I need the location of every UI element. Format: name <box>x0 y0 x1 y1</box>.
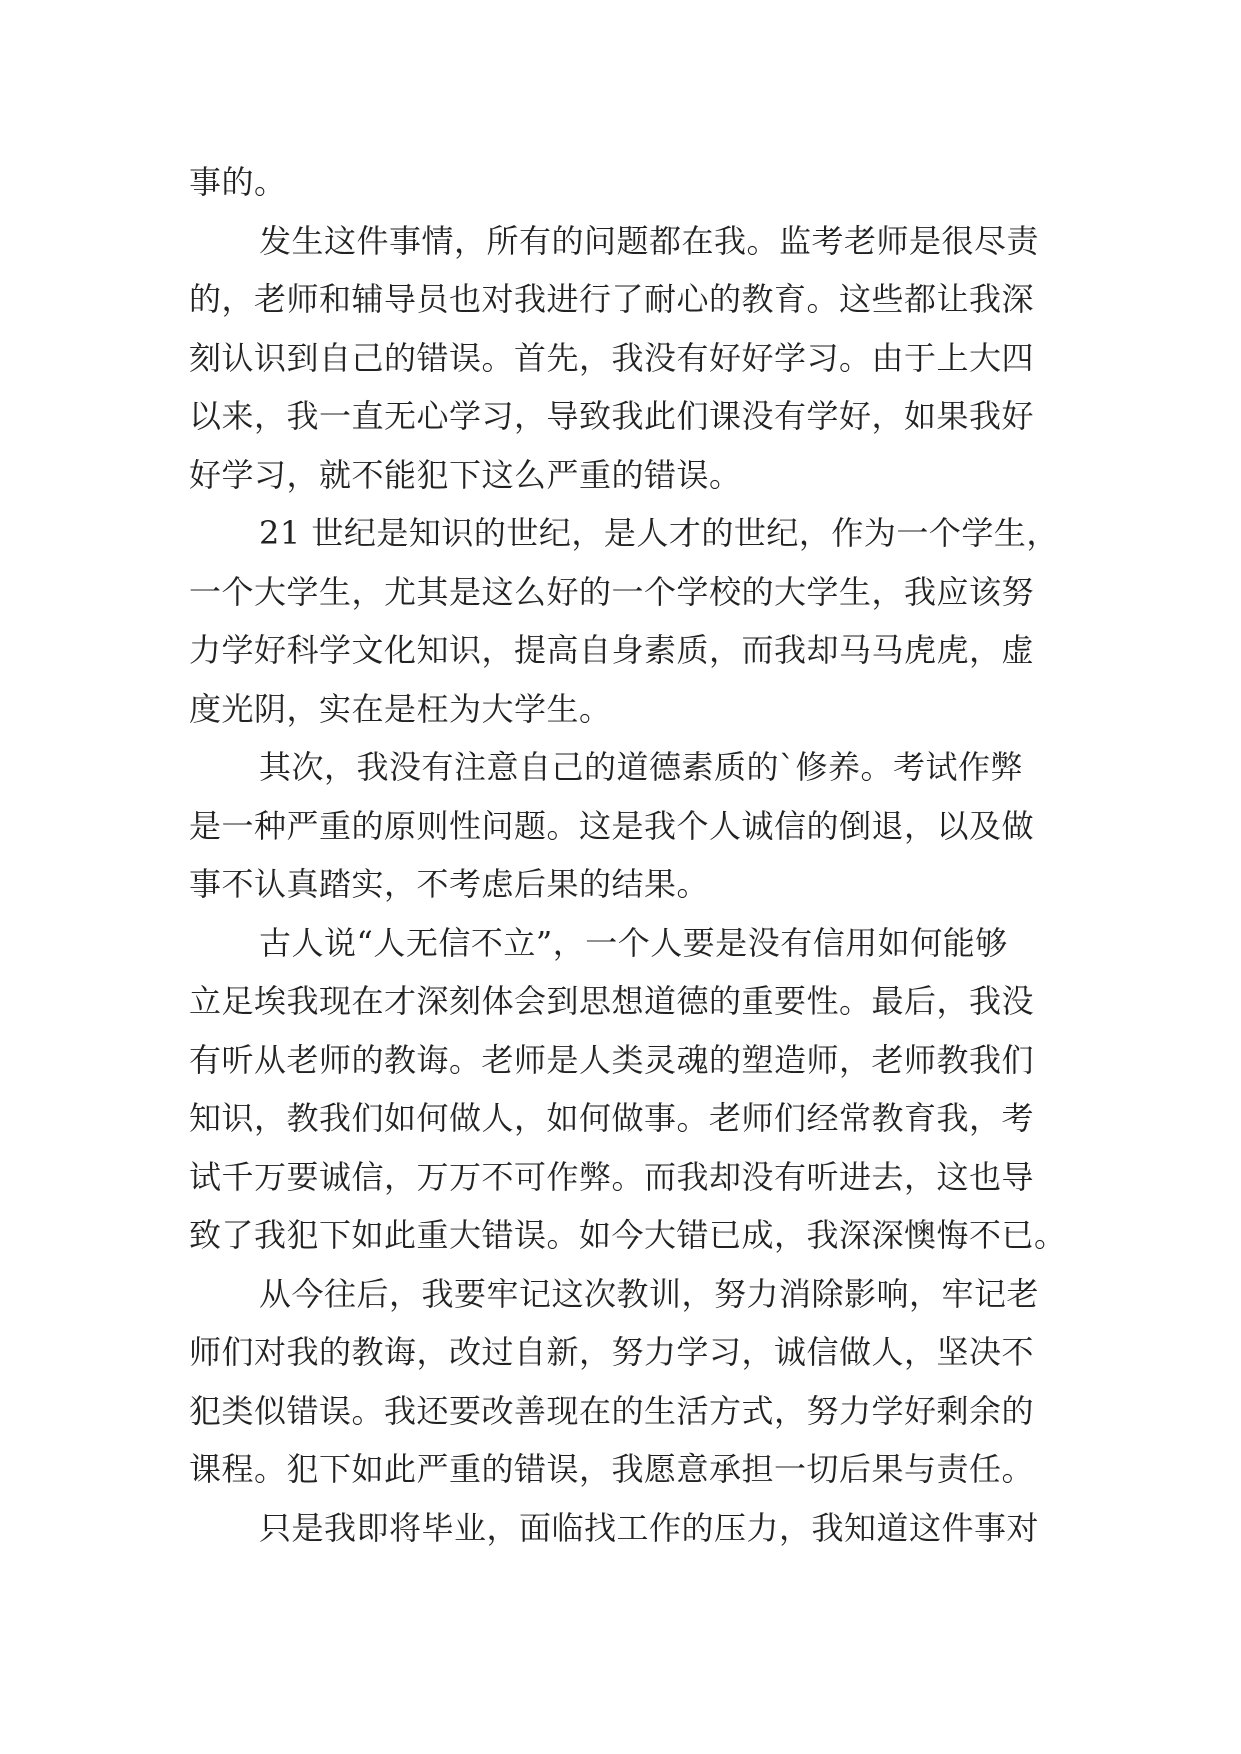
text-line: 事的。 <box>189 163 287 201</box>
text-line: 事不认真踏实，不考虑后果的结果。 <box>189 865 710 903</box>
text-line: 力学好科学文化知识，提高自身素质，而我却马马虎虎，虚 <box>189 631 1035 669</box>
text-line: 师们对我的教诲，改过自新，努力学习，诚信做人，坚决不 <box>189 1333 1035 1371</box>
text-line: 致了我犯下如此重大错误。如今大错已成，我深深懊悔不已。 <box>189 1216 1067 1254</box>
text-line: 21 世纪是知识的世纪，是人才的世纪，作为一个学生， <box>259 514 1059 552</box>
text-line: 立足埃我现在才深刻体会到思想道德的重要性。最后，我没 <box>189 982 1035 1020</box>
text-line: 犯类似错误。我还要改善现在的生活方式，努力学好剩余的 <box>189 1391 1035 1430</box>
text-line: 的，老师和辅导员也对我进行了耐心的教育。这些都让我深 <box>189 280 1035 318</box>
text-line: 以来，我一直无心学习，导致我此们课没有学好，如果我好 <box>189 397 1035 435</box>
text-line: 发生这件事情，所有的问题都在我。监考老师是很尽责 <box>259 221 1040 260</box>
text-line: 度光阴，实在是枉为大学生。 <box>189 689 612 728</box>
text-line: 其次，我没有注意自己的道德素质的`修养。考试作弊 <box>259 748 1024 786</box>
text-line: 是一种严重的原则性问题。这是我个人诚信的倒退，以及做 <box>189 806 1035 845</box>
text-line: 只是我即将毕业，面临找工作的压力，我知道这件事对 <box>259 1508 1040 1547</box>
text-line: 刻认识到自己的错误。首先，我没有好好学习。由于上大四 <box>189 338 1035 377</box>
text-line: 课程。犯下如此严重的错误，我愿意承担一切后果与责任。 <box>189 1450 1035 1488</box>
text-line: 知识，教我们如何做人，如何做事。老师们经常教育我，考 <box>189 1099 1035 1137</box>
text-line: 试千万要诚信，万万不可作弊。而我却没有听进去，这也导 <box>189 1157 1035 1196</box>
text-line: 古人说“人无信不立”，一个人要是没有信用如何能够 <box>259 923 1008 962</box>
text-line: 有听从老师的教诲。老师是人类灵魂的塑造师，老师教我们 <box>189 1040 1035 1079</box>
document-body <box>189 153 1067 1557</box>
text-line: 一个大学生，尤其是这么好的一个学校的大学生，我应该努 <box>189 572 1035 611</box>
text-line: 好学习，就不能犯下这么严重的错误。 <box>189 455 742 494</box>
text-line: 从今往后，我要牢记这次教训，努力消除影响，牢记老 <box>259 1274 1040 1313</box>
